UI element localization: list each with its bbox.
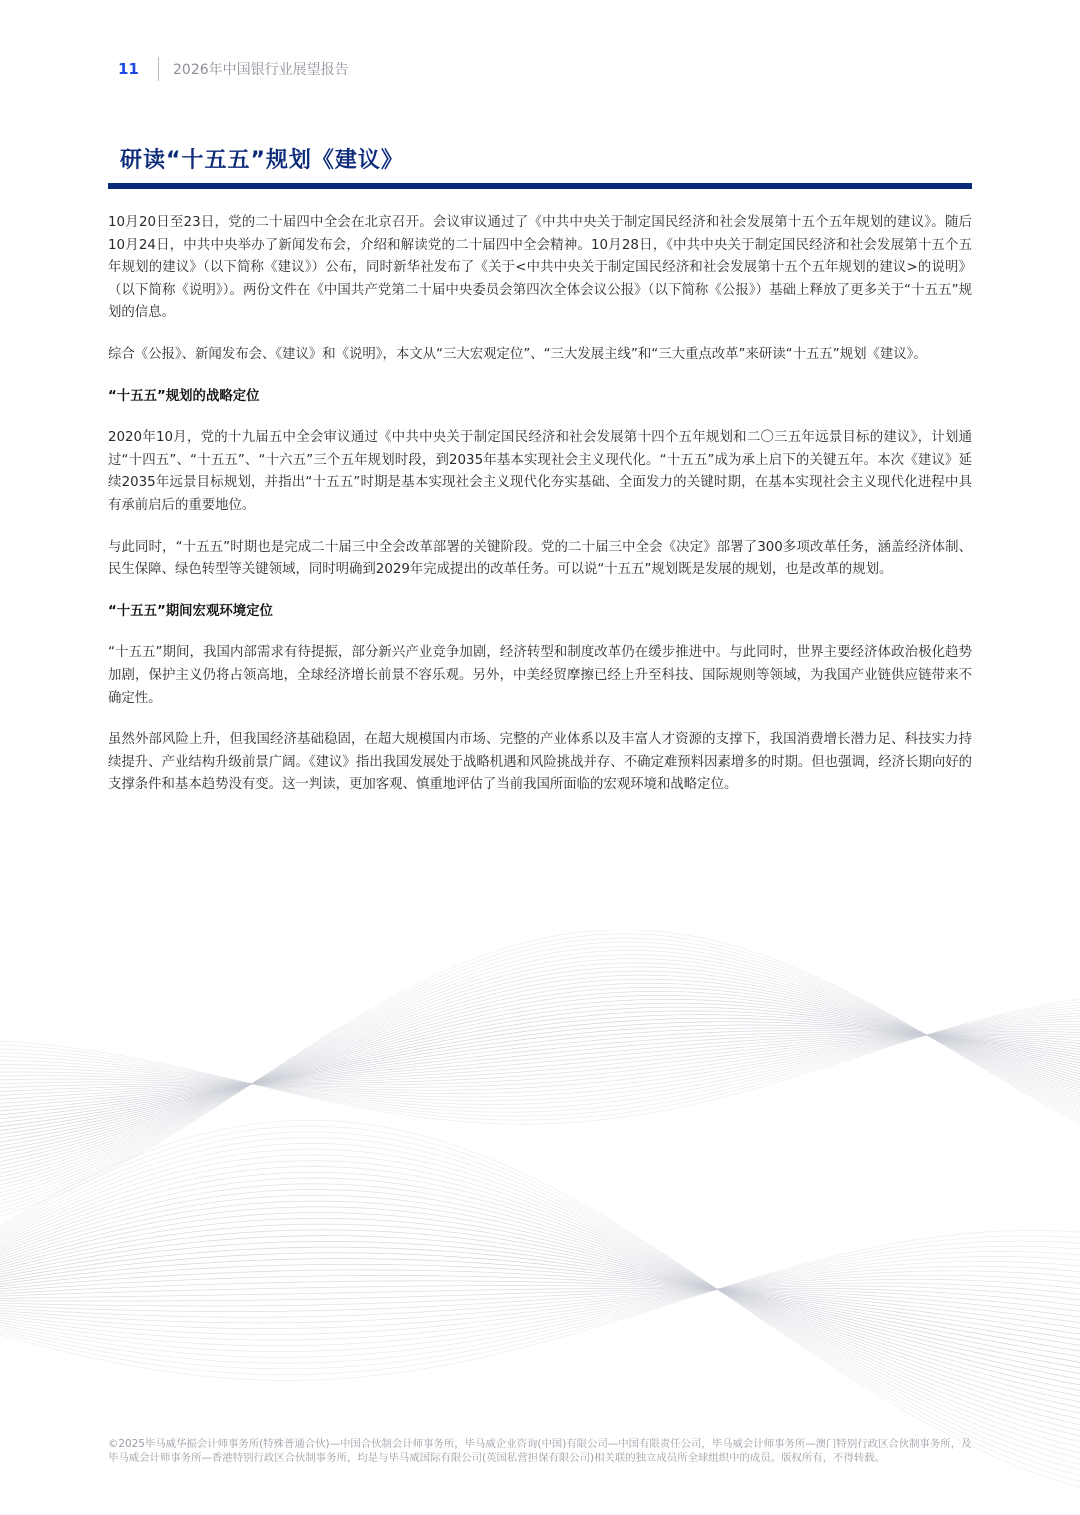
page-header [118,56,349,82]
report-title: 2026年中国银行业展望报告 [173,62,349,78]
footer-copyright: ©2025毕马威华振会计师事务所(特殊普通合伙)—中国合伙制会计师事务所，毕马威企业咨询(中国)有限公司—中国有限责任公司，毕马威会计师事务所—澳门特别行政区合伙制事务所，及毕马威会计师事务所—香港特别行政区合伙制事务所，均是与毕马威国际有限公司(英国私营担保有限公司)相关联的独立成员所全球组织中的成员。版权所有，不得转载。 [108,1438,972,1464]
paragraph-overview: 综合《公报》、新闻发布会、《建议》和《说明》，本文从“三大宏观定位”、“三大发展主线”和“三大重点改革”来研读“十五五”规划《建议》。 [108,346,927,362]
article-body [108,212,972,816]
subheading-macro-environment: “十五五”期间宏观环境定位 [108,603,273,619]
title-underline [108,183,972,189]
paragraph-strategic-2: 与此同时，“十五五”时期也是完成二十届三中全会改革部署的关键阶段。党的二十届三中全会《决定》部署了300多项改革任务，涵盖经济体制、民生保障、绿色转型等关键领域，同时明确到2029年完成提出的改革任务。可以说“十五五”规划既是发展的规划，也是改革的规划。 [108,539,972,578]
subheading-strategic-positioning: “十五五”规划的战略定位 [108,388,260,404]
paragraph-macro-1: “十五五”期间，我国内部需求有待提振，部分新兴产业竞争加剧，经济转型和制度改革仍在缓步推进中。与此同时，世界主要经济体政治极化趋势加剧，保护主义仍将占领高地，全球经济增长前景不容乐观。另外，中美经贸摩擦已经上升至科技、国际规则等领域，为我国产业链供应链带来不确定性。 [108,645,972,706]
section-title: 研读“十五五”规划《建议》 [120,148,404,173]
paragraph-macro-2: 虽然外部风险上升，但我国经济基础稳固，在超大规模国内市场、完整的产业体系以及丰富人才资源的支撑下，我国消费增长潜力足、科技实力持续提升、产业结构升级前景广阔。《建议》指出我国发展处于战略机遇和风险挑战并存、不确定难预料因素增多的时期。但也强调，经济长期向好的支撑条件和基本趋势没有变。这一判读，更加客观、慎重地评估了当前我国所面临的宏观环境和战略定位。 [108,732,972,793]
paragraph-strategic-1: 2020年10月，党的十九届五中全会审议通过《中共中央关于制定国民经济和社会发展第十四个五年规划和二〇三五年远景目标的建议》，计划通过“十四五”、“十五五”、“十六五”三个五年规划时段，到2035年基本实现社会主义现代化。“十五五”成为承上启下的关键五年。本次《建议》延续2035年远景目标规划，并指出“十五五”时期是基本实现社会主义现代化夯实基础、全面发力的关键时期，在基本实现社会主义现代化进程中具有承前启后的重要地位。 [108,430,972,513]
header-divider [158,57,159,81]
decorative-wave-lines [0,930,1080,1515]
paragraph-intro: 10月20日至23日，党的二十届四中全会在北京召开。会议审议通过了《中共中央关于制定国民经济和社会发展第十五个五年规划的建议》。随后10月24日，中共中央举办了新闻发布会，介绍和解读党的二十届四中全会精神。10月28日，《中共中央关于制定国民经济和社会发展第十五个五年规划的建议》（以下简称《建议》）公布，同时新华社发布了《关于<中共中央关于制定国民经济和社会发展第十五个五年规划的建议>的说明》（以下简称《说明》）。两份文件在《中国共产党第二十届中央委员会第四次全体会议公报》（以下简称《公报》）基础上释放了更多关于“十五五”规划的信息。 [108,215,972,321]
page-number: 11 [118,60,139,78]
